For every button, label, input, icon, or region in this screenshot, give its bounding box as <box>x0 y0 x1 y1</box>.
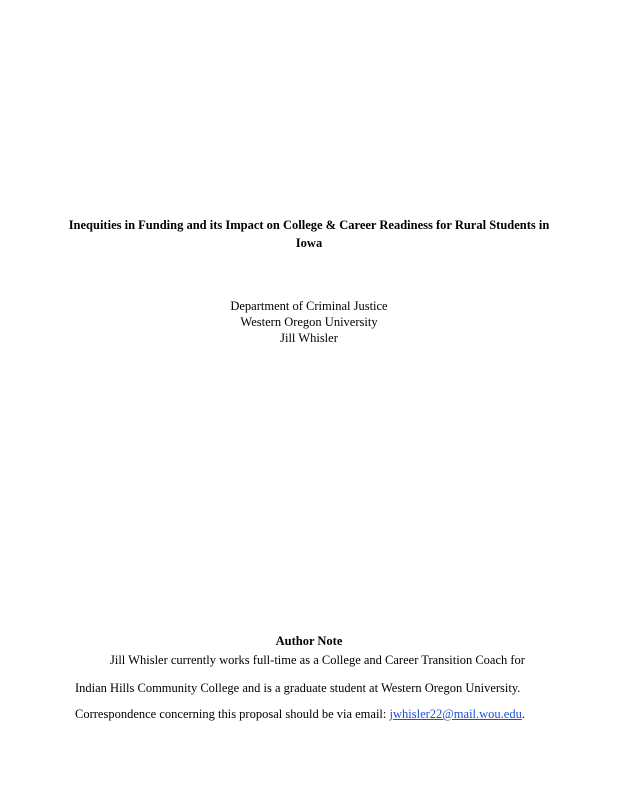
correspondence-text: Correspondence concerning this proposal should be via email: <box>75 707 390 721</box>
paper-title-line-1: Inequities in Funding and its Impact on College & Career Readiness for Rural Students in <box>68 218 550 232</box>
author-note-line-2: Indian Hills Community College and is a graduate student at Western Oregon University. <box>75 681 521 695</box>
author-note-line-3 <box>75 706 525 722</box>
correspondence-period: . <box>521 707 525 721</box>
author-note-heading: Author Note <box>275 634 343 648</box>
author-name: Jill Whisler <box>280 331 338 345</box>
university-name: Western Oregon University <box>240 315 378 329</box>
paper-title <box>62 216 556 252</box>
author-note-line-1: Jill Whisler currently works full-time as a College and Career Transition Coach for <box>110 653 525 667</box>
department-name: Department of Criminal Justice <box>230 299 388 313</box>
email-link[interactable]: jwhisler22@mail.wou.edu <box>389 707 522 721</box>
paper-title-line-2: Iowa <box>295 236 323 250</box>
